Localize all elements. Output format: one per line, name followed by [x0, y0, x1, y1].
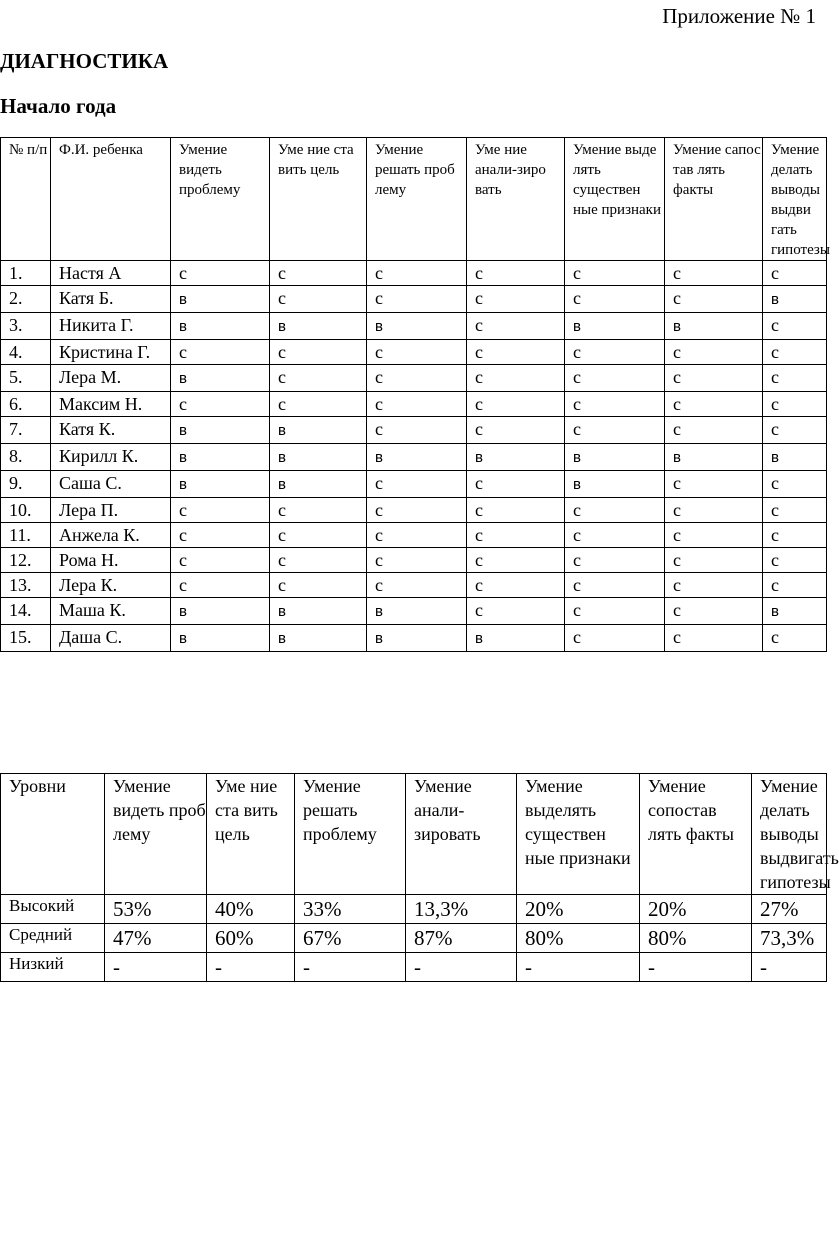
column-header: Умение видеть проблему	[171, 138, 270, 261]
skill-level-cell: с	[763, 548, 827, 573]
column-header: Уровни	[1, 774, 105, 895]
row-number: 12.	[1, 548, 51, 573]
percentage-cell: 53%	[105, 895, 207, 924]
level-name: Средний	[1, 924, 105, 953]
table-row	[1, 598, 827, 625]
skill-level-cell: с	[665, 261, 763, 286]
row-number: 15.	[1, 625, 51, 652]
skill-level-cell: в	[270, 625, 367, 652]
skill-level-cell: в	[270, 417, 367, 444]
skill-level-cell: с	[665, 340, 763, 365]
table-row	[1, 365, 827, 392]
skill-level-cell: с	[171, 340, 270, 365]
percentage-cell: 47%	[105, 924, 207, 953]
skill-level-cell: с	[171, 523, 270, 548]
percentage-cell: 67%	[295, 924, 406, 953]
skill-level-cell: в	[665, 444, 763, 471]
skill-level-cell: в	[171, 444, 270, 471]
skill-level-cell: с	[763, 313, 827, 340]
table-row	[1, 392, 827, 417]
column-header: Умение выделять существен ные признаки	[517, 774, 640, 895]
percentage-cell: 20%	[517, 895, 640, 924]
skill-level-cell: с	[171, 573, 270, 598]
child-name: Кристина Г.	[51, 340, 171, 365]
skill-level-cell: с	[467, 471, 565, 498]
child-name: Кирилл К.	[51, 444, 171, 471]
levels-table	[0, 773, 839, 982]
percentage-cell: -	[207, 953, 295, 982]
percentage-cell: 33%	[295, 895, 406, 924]
column-header: № п/п	[1, 138, 51, 261]
child-name: Маша К.	[51, 598, 171, 625]
percentage-cell: 27%	[752, 895, 827, 924]
percentage-cell: 87%	[406, 924, 517, 953]
percentage-cell: 80%	[640, 924, 752, 953]
skill-level-cell: в	[367, 598, 467, 625]
table-row	[1, 261, 827, 286]
column-header: Уме ние ста вить цель	[270, 138, 367, 261]
skill-level-cell: в	[171, 286, 270, 313]
skill-level-cell: с	[467, 286, 565, 313]
percentage-cell: 13,3%	[406, 895, 517, 924]
skill-level-cell: с	[367, 340, 467, 365]
skill-level-cell: с	[270, 340, 367, 365]
child-name: Анжела К.	[51, 523, 171, 548]
level-name: Высокий	[1, 895, 105, 924]
column-header: Умение решать проблему	[295, 774, 406, 895]
child-name: Даша С.	[51, 625, 171, 652]
skill-level-cell: в	[171, 598, 270, 625]
row-number: 9.	[1, 471, 51, 498]
skill-level-cell: с	[467, 598, 565, 625]
row-number: 1.	[1, 261, 51, 286]
skill-level-cell: в	[367, 625, 467, 652]
table-row	[1, 286, 827, 313]
percentage-cell: -	[640, 953, 752, 982]
table-row	[1, 313, 827, 340]
percentage-cell: 40%	[207, 895, 295, 924]
skill-level-cell: в	[565, 444, 665, 471]
column-header: Умение сопостав лять факты	[640, 774, 752, 895]
skill-level-cell: с	[270, 573, 367, 598]
percentage-cell: -	[105, 953, 207, 982]
skill-level-cell: в	[467, 444, 565, 471]
skill-level-cell: с	[565, 598, 665, 625]
percentage-cell: -	[406, 953, 517, 982]
table-row	[1, 417, 827, 444]
skill-level-cell: с	[565, 417, 665, 444]
skill-level-cell: с	[565, 340, 665, 365]
skill-level-cell: с	[270, 286, 367, 313]
skill-level-cell: с	[367, 286, 467, 313]
child-name: Максим Н.	[51, 392, 171, 417]
child-name: Лера М.	[51, 365, 171, 392]
skill-level-cell: с	[270, 498, 367, 523]
skill-level-cell: с	[367, 523, 467, 548]
skill-level-cell: с	[665, 523, 763, 548]
skill-level-cell: с	[665, 498, 763, 523]
table-row	[1, 471, 827, 498]
skill-level-cell: в	[763, 286, 827, 313]
row-number: 3.	[1, 313, 51, 340]
skill-level-cell: в	[171, 471, 270, 498]
skill-level-cell: в	[171, 313, 270, 340]
skill-level-cell: в	[467, 625, 565, 652]
levels-header-row	[1, 774, 827, 895]
percentage-cell: 20%	[640, 895, 752, 924]
skill-level-cell: с	[565, 286, 665, 313]
skill-level-cell: в	[565, 471, 665, 498]
skill-level-cell: с	[270, 548, 367, 573]
skill-level-cell: с	[665, 365, 763, 392]
column-header: Умение решать проб лему	[367, 138, 467, 261]
diagnostics-table	[0, 137, 830, 652]
skill-level-cell: в	[763, 444, 827, 471]
skill-level-cell: с	[763, 392, 827, 417]
row-number: 14.	[1, 598, 51, 625]
row-number: 2.	[1, 286, 51, 313]
skill-level-cell: в	[763, 598, 827, 625]
skill-level-cell: в	[367, 444, 467, 471]
skill-level-cell: с	[171, 261, 270, 286]
percentage-cell: 73,3%	[752, 924, 827, 953]
skill-level-cell: с	[665, 625, 763, 652]
skill-level-cell: в	[270, 598, 367, 625]
skill-level-cell: с	[367, 573, 467, 598]
child-name: Катя К.	[51, 417, 171, 444]
appendix-label: Приложение № 1	[662, 4, 816, 28]
table-row	[1, 444, 827, 471]
column-header: Уме ние ста вить цель	[207, 774, 295, 895]
skill-level-cell: с	[665, 392, 763, 417]
percentage-cell: 60%	[207, 924, 295, 953]
skill-level-cell: с	[763, 417, 827, 444]
skill-level-cell: с	[467, 261, 565, 286]
percentage-cell: -	[295, 953, 406, 982]
skill-level-cell: с	[665, 573, 763, 598]
skill-level-cell: с	[763, 625, 827, 652]
levels-body	[1, 895, 827, 982]
skill-level-cell: в	[171, 625, 270, 652]
skill-level-cell: с	[467, 365, 565, 392]
skill-level-cell: с	[467, 548, 565, 573]
percentage-cell: 80%	[517, 924, 640, 953]
column-header: Уме ние анали-зиро вать	[467, 138, 565, 261]
skill-level-cell: с	[565, 548, 665, 573]
table-row	[1, 953, 827, 982]
skill-level-cell: с	[565, 261, 665, 286]
skill-level-cell: с	[763, 340, 827, 365]
table-row	[1, 340, 827, 365]
row-number: 11.	[1, 523, 51, 548]
skill-level-cell: с	[565, 625, 665, 652]
skill-level-cell: с	[171, 392, 270, 417]
skill-level-cell: с	[763, 365, 827, 392]
skill-level-cell: с	[565, 498, 665, 523]
skill-level-cell: с	[467, 523, 565, 548]
skill-level-cell: с	[665, 417, 763, 444]
row-number: 5.	[1, 365, 51, 392]
skill-level-cell: в	[270, 471, 367, 498]
skill-level-cell: с	[763, 573, 827, 598]
skill-level-cell: с	[665, 548, 763, 573]
section-subtitle: Начало года	[0, 94, 117, 118]
table-body	[1, 261, 827, 652]
column-header: Умение анали-зировать	[406, 774, 517, 895]
column-header: Умение делать выводы выдви гать гипотезы	[763, 138, 827, 261]
row-number: 6.	[1, 392, 51, 417]
skill-level-cell: с	[665, 598, 763, 625]
skill-level-cell: с	[467, 573, 565, 598]
page-title: ДИАГНОСТИКА	[0, 49, 169, 73]
skill-level-cell: с	[367, 471, 467, 498]
skill-level-cell: в	[171, 417, 270, 444]
table-header-row	[1, 138, 827, 261]
skill-level-cell: в	[270, 313, 367, 340]
skill-level-cell: с	[665, 471, 763, 498]
skill-level-cell: с	[763, 523, 827, 548]
table-row	[1, 573, 827, 598]
skill-level-cell: с	[367, 365, 467, 392]
skill-level-cell: с	[467, 498, 565, 523]
skill-level-cell: с	[367, 261, 467, 286]
child-name: Настя А	[51, 261, 171, 286]
skill-level-cell: с	[270, 523, 367, 548]
column-header: Умение делать выводы выдвигать гипотезы	[752, 774, 827, 895]
skill-level-cell: с	[467, 340, 565, 365]
skill-level-cell: с	[270, 392, 367, 417]
skill-level-cell: с	[467, 417, 565, 444]
level-name: Низкий	[1, 953, 105, 982]
row-number: 8.	[1, 444, 51, 471]
skill-level-cell: с	[367, 417, 467, 444]
table-row	[1, 548, 827, 573]
skill-level-cell: с	[270, 365, 367, 392]
skill-level-cell: с	[565, 365, 665, 392]
column-header: Умение сапос тав лять факты	[665, 138, 763, 261]
skill-level-cell: в	[665, 313, 763, 340]
child-name: Рома Н.	[51, 548, 171, 573]
skill-level-cell: с	[367, 548, 467, 573]
table-row	[1, 523, 827, 548]
skill-level-cell: с	[565, 573, 665, 598]
skill-level-cell: с	[763, 471, 827, 498]
skill-level-cell: в	[171, 365, 270, 392]
skill-level-cell: с	[270, 261, 367, 286]
child-name: Никита Г.	[51, 313, 171, 340]
skill-level-cell: в	[270, 444, 367, 471]
skill-level-cell: с	[367, 392, 467, 417]
percentage-cell: -	[517, 953, 640, 982]
row-number: 7.	[1, 417, 51, 444]
skill-level-cell: с	[171, 548, 270, 573]
row-number: 13.	[1, 573, 51, 598]
percentage-cell: -	[752, 953, 827, 982]
skill-level-cell: с	[467, 313, 565, 340]
row-number: 10.	[1, 498, 51, 523]
skill-level-cell: в	[367, 313, 467, 340]
table-row	[1, 498, 827, 523]
skill-level-cell: с	[171, 498, 270, 523]
table-row	[1, 625, 827, 652]
skill-level-cell: с	[763, 261, 827, 286]
skill-level-cell: с	[565, 523, 665, 548]
skill-level-cell: с	[467, 392, 565, 417]
skill-level-cell: с	[565, 392, 665, 417]
column-header: Умение выде лять существен ные признаки	[565, 138, 665, 261]
column-header: Умение видеть проб лему	[105, 774, 207, 895]
child-name: Саша С.	[51, 471, 171, 498]
column-header: Ф.И. ребенка	[51, 138, 171, 261]
skill-level-cell: с	[665, 286, 763, 313]
child-name: Катя Б.	[51, 286, 171, 313]
skill-level-cell: в	[565, 313, 665, 340]
skill-level-cell: с	[763, 498, 827, 523]
row-number: 4.	[1, 340, 51, 365]
table-row	[1, 924, 827, 953]
table-row	[1, 895, 827, 924]
child-name: Лера К.	[51, 573, 171, 598]
child-name: Лера П.	[51, 498, 171, 523]
skill-level-cell: с	[367, 498, 467, 523]
